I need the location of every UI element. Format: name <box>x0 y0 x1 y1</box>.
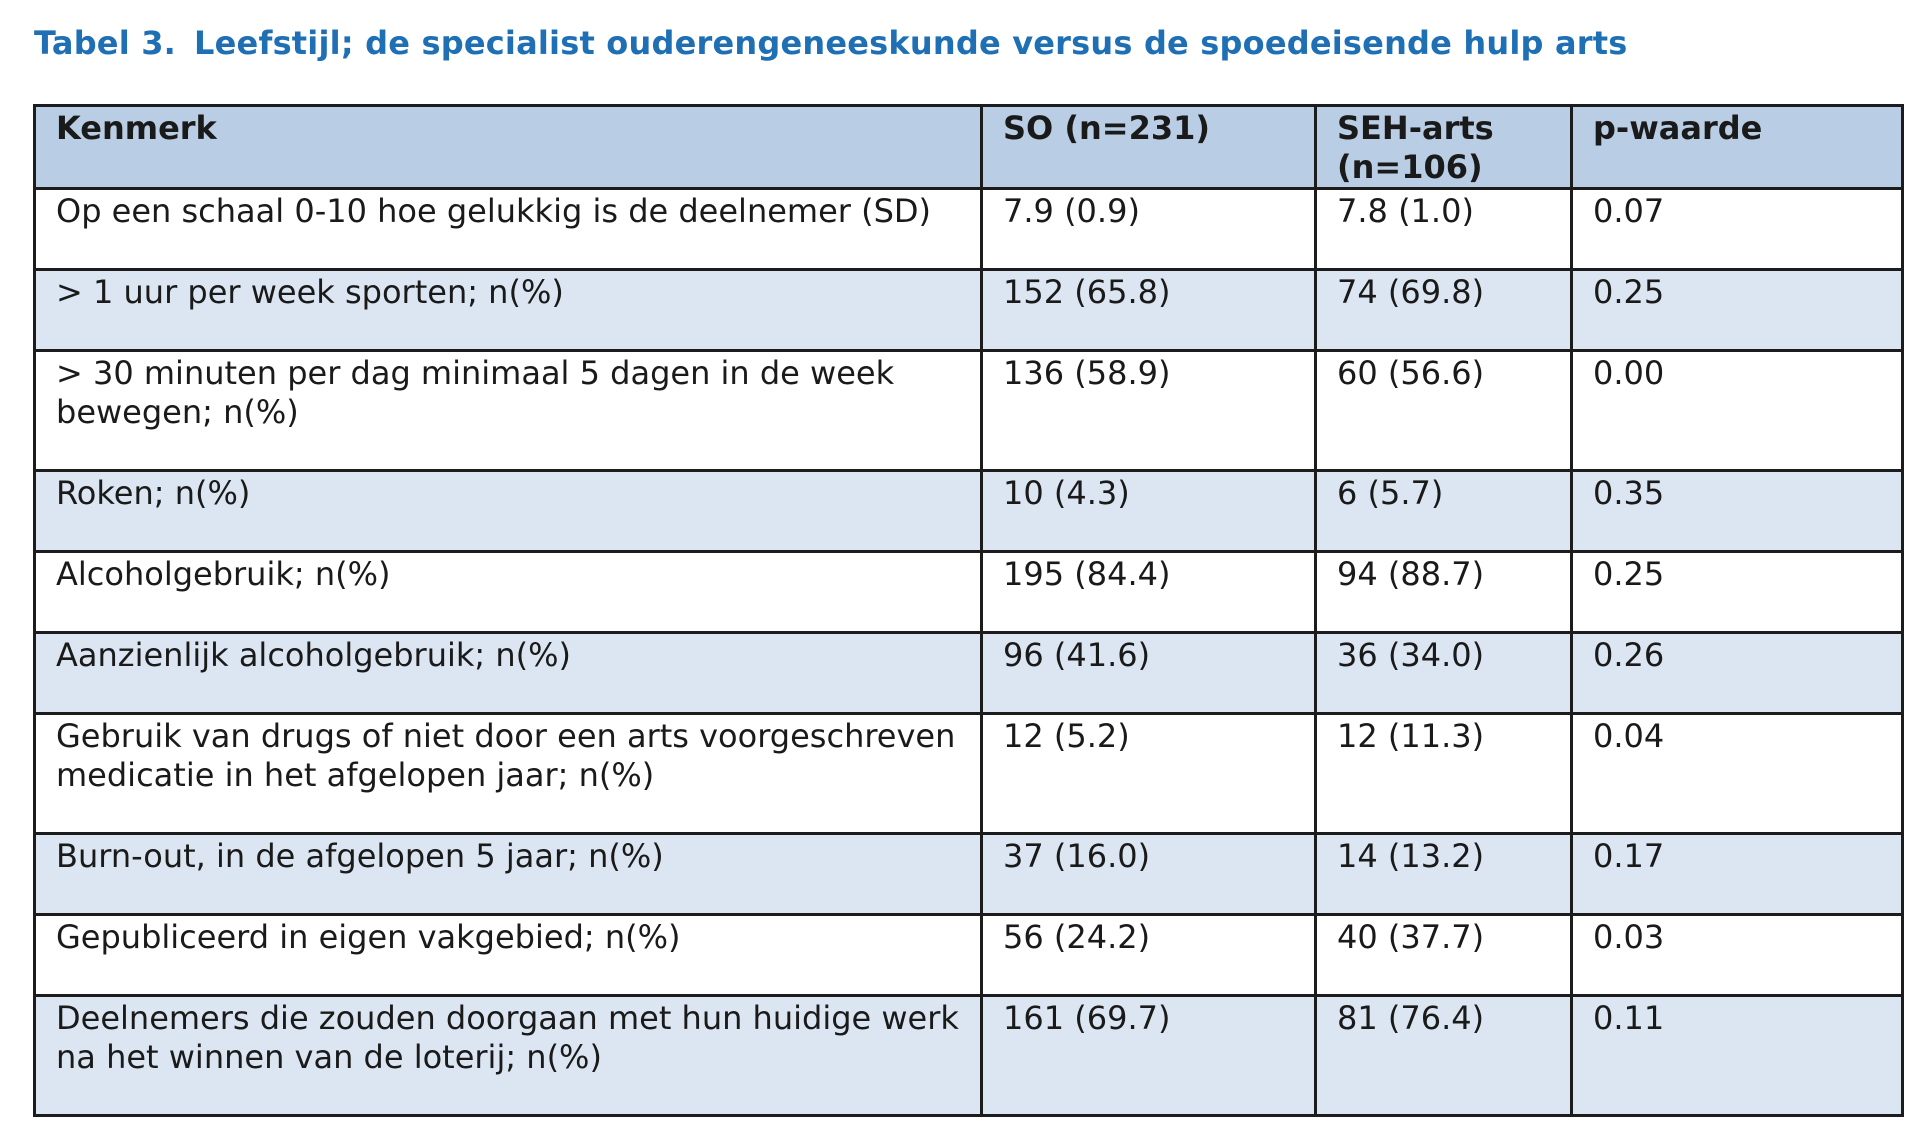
table-row <box>35 270 1903 351</box>
cell-kenmerk: Alcoholgebruik; n(%) <box>35 552 982 633</box>
table-row <box>35 552 1903 633</box>
cell-p: 0.03 <box>1572 915 1903 996</box>
table-title: Leefstijl; de specialist ouderengeneeskunde versus de spoedeisende hulp arts <box>194 24 1628 62</box>
cell-p: 0.11 <box>1572 996 1903 1116</box>
table-number: Tabel 3. <box>34 24 177 62</box>
table-header-row <box>35 106 1903 189</box>
table-row <box>35 189 1903 270</box>
cell-seh: 12 (11.3) <box>1316 714 1572 834</box>
table-row <box>35 714 1903 834</box>
cell-p: 0.25 <box>1572 270 1903 351</box>
header-seh: SEH-arts (n=106) <box>1316 106 1572 189</box>
table-row <box>35 351 1903 471</box>
cell-kenmerk: Roken; n(%) <box>35 471 982 552</box>
cell-p: 0.00 <box>1572 351 1903 471</box>
cell-kenmerk: Deelnemers die zouden doorgaan met hun huidige werk na het winnen van de loterij; n(%) <box>35 996 982 1116</box>
cell-so: 37 (16.0) <box>982 834 1316 915</box>
header-p-waarde: p-waarde <box>1572 106 1903 189</box>
header-so: SO (n=231) <box>982 106 1316 189</box>
cell-so: 161 (69.7) <box>982 996 1316 1116</box>
cell-seh: 6 (5.7) <box>1316 471 1572 552</box>
cell-p: 0.17 <box>1572 834 1903 915</box>
table-row <box>35 633 1903 714</box>
cell-seh: 7.8 (1.0) <box>1316 189 1572 270</box>
cell-so: 136 (58.9) <box>982 351 1316 471</box>
table-row <box>35 915 1903 996</box>
cell-p: 0.25 <box>1572 552 1903 633</box>
cell-kenmerk: Gebruik van drugs of niet door een arts voorgeschreven medicatie in het afgelopen jaar; n(%) <box>35 714 982 834</box>
cell-seh: 60 (56.6) <box>1316 351 1572 471</box>
cell-so: 96 (41.6) <box>982 633 1316 714</box>
cell-seh: 94 (88.7) <box>1316 552 1572 633</box>
cell-so: 7.9 (0.9) <box>982 189 1316 270</box>
cell-p: 0.07 <box>1572 189 1903 270</box>
header-kenmerk: Kenmerk <box>35 106 982 189</box>
cell-so: 152 (65.8) <box>982 270 1316 351</box>
cell-so: 10 (4.3) <box>982 471 1316 552</box>
table-row <box>35 834 1903 915</box>
cell-kenmerk: Gepubliceerd in eigen vakgebied; n(%) <box>35 915 982 996</box>
cell-so: 56 (24.2) <box>982 915 1316 996</box>
cell-kenmerk: > 30 minuten per dag minimaal 5 dagen in de week bewegen; n(%) <box>35 351 982 471</box>
cell-p: 0.04 <box>1572 714 1903 834</box>
cell-seh: 14 (13.2) <box>1316 834 1572 915</box>
table-row <box>35 996 1903 1116</box>
cell-p: 0.26 <box>1572 633 1903 714</box>
cell-seh: 40 (37.7) <box>1316 915 1572 996</box>
cell-seh: 81 (76.4) <box>1316 996 1572 1116</box>
cell-kenmerk: Aanzienlijk alcoholgebruik; n(%) <box>35 633 982 714</box>
cell-p: 0.35 <box>1572 471 1903 552</box>
cell-seh: 74 (69.8) <box>1316 270 1572 351</box>
cell-kenmerk: > 1 uur per week sporten; n(%) <box>35 270 982 351</box>
cell-so: 12 (5.2) <box>982 714 1316 834</box>
table-row <box>35 471 1903 552</box>
cell-seh: 36 (34.0) <box>1316 633 1572 714</box>
cell-kenmerk: Op een schaal 0-10 hoe gelukkig is de deelnemer (SD) <box>35 189 982 270</box>
lifestyle-table <box>33 104 1904 1117</box>
table-caption <box>34 24 1628 62</box>
cell-so: 195 (84.4) <box>982 552 1316 633</box>
cell-kenmerk: Burn-out, in de afgelopen 5 jaar; n(%) <box>35 834 982 915</box>
